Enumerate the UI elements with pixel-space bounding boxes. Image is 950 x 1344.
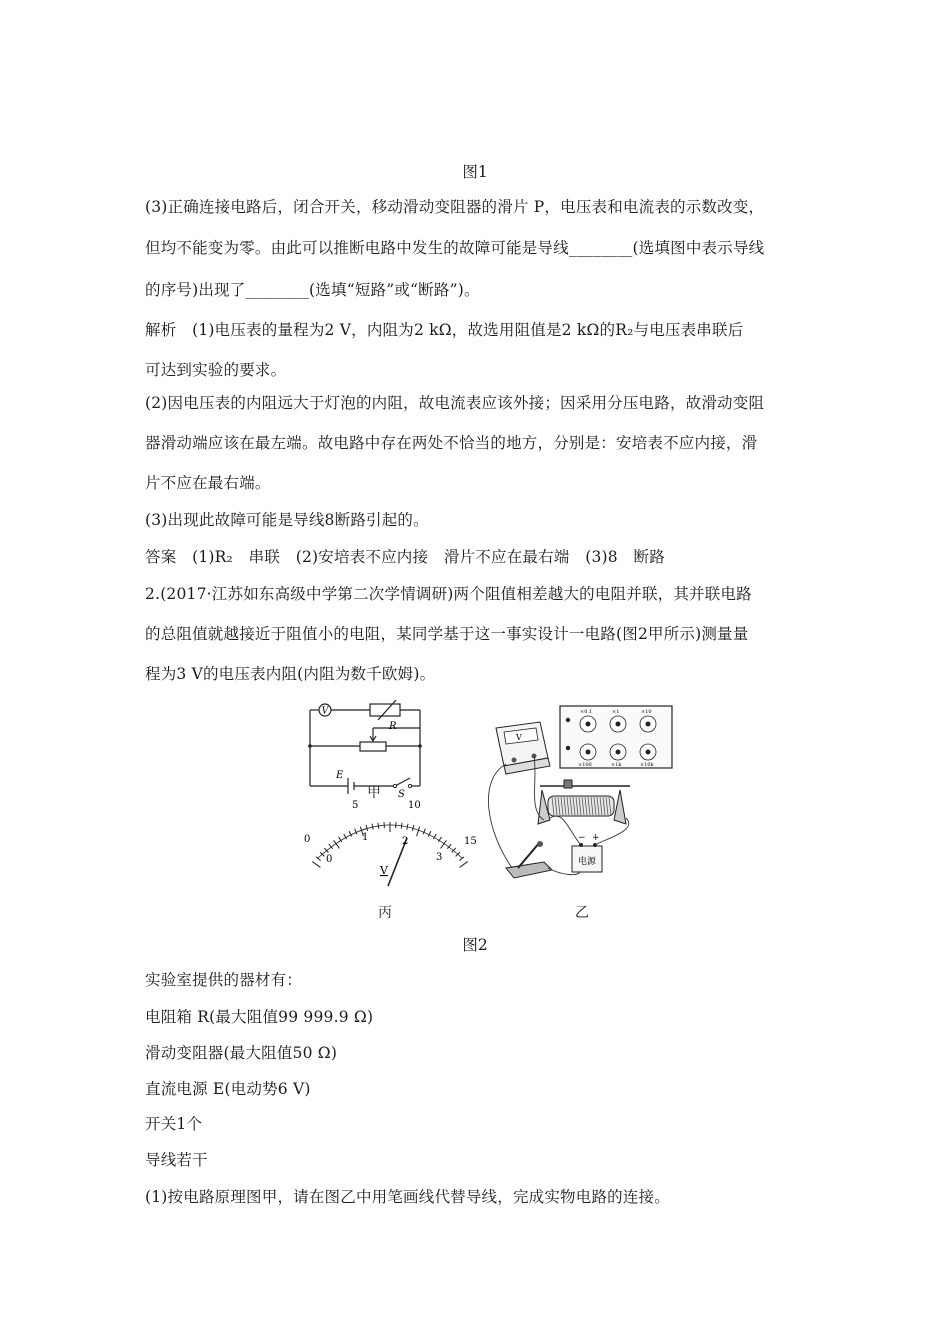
inner-tick-2: 2 <box>402 836 409 847</box>
battery-label: E <box>336 770 344 781</box>
dial-label-x100: ×100 <box>578 762 592 768</box>
analysis-line-6: (3)出现此故障可能是导线8断路引起的。 <box>145 511 429 529</box>
positive-terminal-label: + <box>592 833 600 843</box>
analysis-line-3: (2)因电压表的内阻远大于灯泡的内阻，故电流表应该外接；因采用分压电路，故滑动变阻 <box>145 394 765 412</box>
outer-tick-10: 10 <box>408 800 421 811</box>
inner-tick-0: 0 <box>326 854 333 865</box>
analysis-line-2: 可达到实验的要求。 <box>145 361 287 379</box>
analysis-line-5: 片不应在最右端。 <box>145 474 271 492</box>
figure-yi-label: 乙 <box>575 905 589 921</box>
materials-line-5: 开关1个 <box>145 1115 203 1133</box>
materials-line-3: 滑动变阻器(最大阻值50 Ω) <box>145 1044 338 1062</box>
inner-tick-1: 1 <box>362 832 369 843</box>
figure-1-caption: 图1 <box>462 163 488 181</box>
dial-label-x1: ×1 <box>612 709 620 715</box>
inner-tick-3: 3 <box>436 852 443 863</box>
outer-tick-15: 15 <box>464 836 477 847</box>
materials-line-7: (1)按电路原理图甲，请在图乙中用笔画线代替导线，完成实物电路的连接。 <box>145 1188 670 1206</box>
answer-line: 答案 (1)R₂ 串联 (2)安培表不应内接 滑片不应在最右端 (3)8 断路 <box>145 548 665 566</box>
analysis-line-1: 解析 (1)电压表的量程为2 V，内阻为2 kΩ，故选用阻值是2 kΩ的R₂与电压表串联后 <box>145 321 744 339</box>
materials-line-1: 实验室提供的器材有： <box>145 971 303 989</box>
dial-label-x10: ×10 <box>641 709 652 715</box>
question-2-line-2: 的总阻值就越接近于阻值小的电阻，某同学基于这一事实设计一电路(图2甲所示)测量量 <box>145 625 749 643</box>
question-2-line-3: 程为3 V的电压表内阻(内阻为数千欧姆)。 <box>145 665 436 683</box>
meter-unit-label: V <box>380 864 388 877</box>
meter-tick-mark <box>417 827 420 837</box>
figure-bing-label: 丙 <box>378 905 392 921</box>
knife-switch <box>506 841 552 878</box>
resistance-box <box>560 706 672 768</box>
dial-label-x1k: ×1k <box>611 762 622 768</box>
question-3-line-2: 但均不能变为零。由此可以推断电路中发生的故障可能是导线________(选填图中表示导线 <box>145 239 765 257</box>
negative-terminal-label: − <box>578 833 586 843</box>
figure-2-caption: 图2 <box>462 936 488 954</box>
voltmeter-symbol-label: V <box>321 706 329 717</box>
voltmeter-scale-bing <box>290 798 490 898</box>
question-3-line-3: 的序号)出现了________(选填“短路”或“断路”)。 <box>145 281 480 299</box>
figure-jia-label: 甲 <box>367 785 381 801</box>
materials-line-6: 导线若干 <box>145 1151 208 1169</box>
outer-tick-5: 5 <box>352 800 359 811</box>
meter-tick-mark <box>423 829 425 835</box>
physical-apparatus-yi <box>468 700 678 890</box>
analysis-line-4: 器滑动端应该在最左端。故电路中存在两处不恰当的地方，分别是：安培表不应内接，滑 <box>145 434 758 452</box>
dial-label-x10k: ×10k <box>640 762 654 768</box>
meter-tick-mark <box>312 862 320 868</box>
resistor-box-label: R <box>389 721 397 732</box>
materials-line-4: 直流电源 E(电动势6 V) <box>145 1080 311 1098</box>
switch-label: S <box>398 789 405 798</box>
voltmeter-device <box>496 722 550 774</box>
question-3-line-1: (3)正确连接电路后，闭合开关，移动滑动变阻器的滑片 P，电压表和电流表的示数改变， <box>145 198 765 216</box>
materials-line-2: 电阻箱 R(最大阻值99 999.9 Ω) <box>145 1008 374 1026</box>
meter-tick-mark <box>355 829 357 835</box>
dial-label-x0.1: ×0.1 <box>580 709 593 715</box>
meter-tick-mark <box>460 862 468 868</box>
voltmeter-device-label: V <box>516 733 522 742</box>
question-2-line-1: 2.(2017·江苏如东高级中学第二次学情调研)两个阻值相差越大的电阻并联，其并联电路 <box>145 585 752 603</box>
power-source-label: 电源 <box>577 857 597 867</box>
outer-tick-0: 0 <box>304 834 311 845</box>
